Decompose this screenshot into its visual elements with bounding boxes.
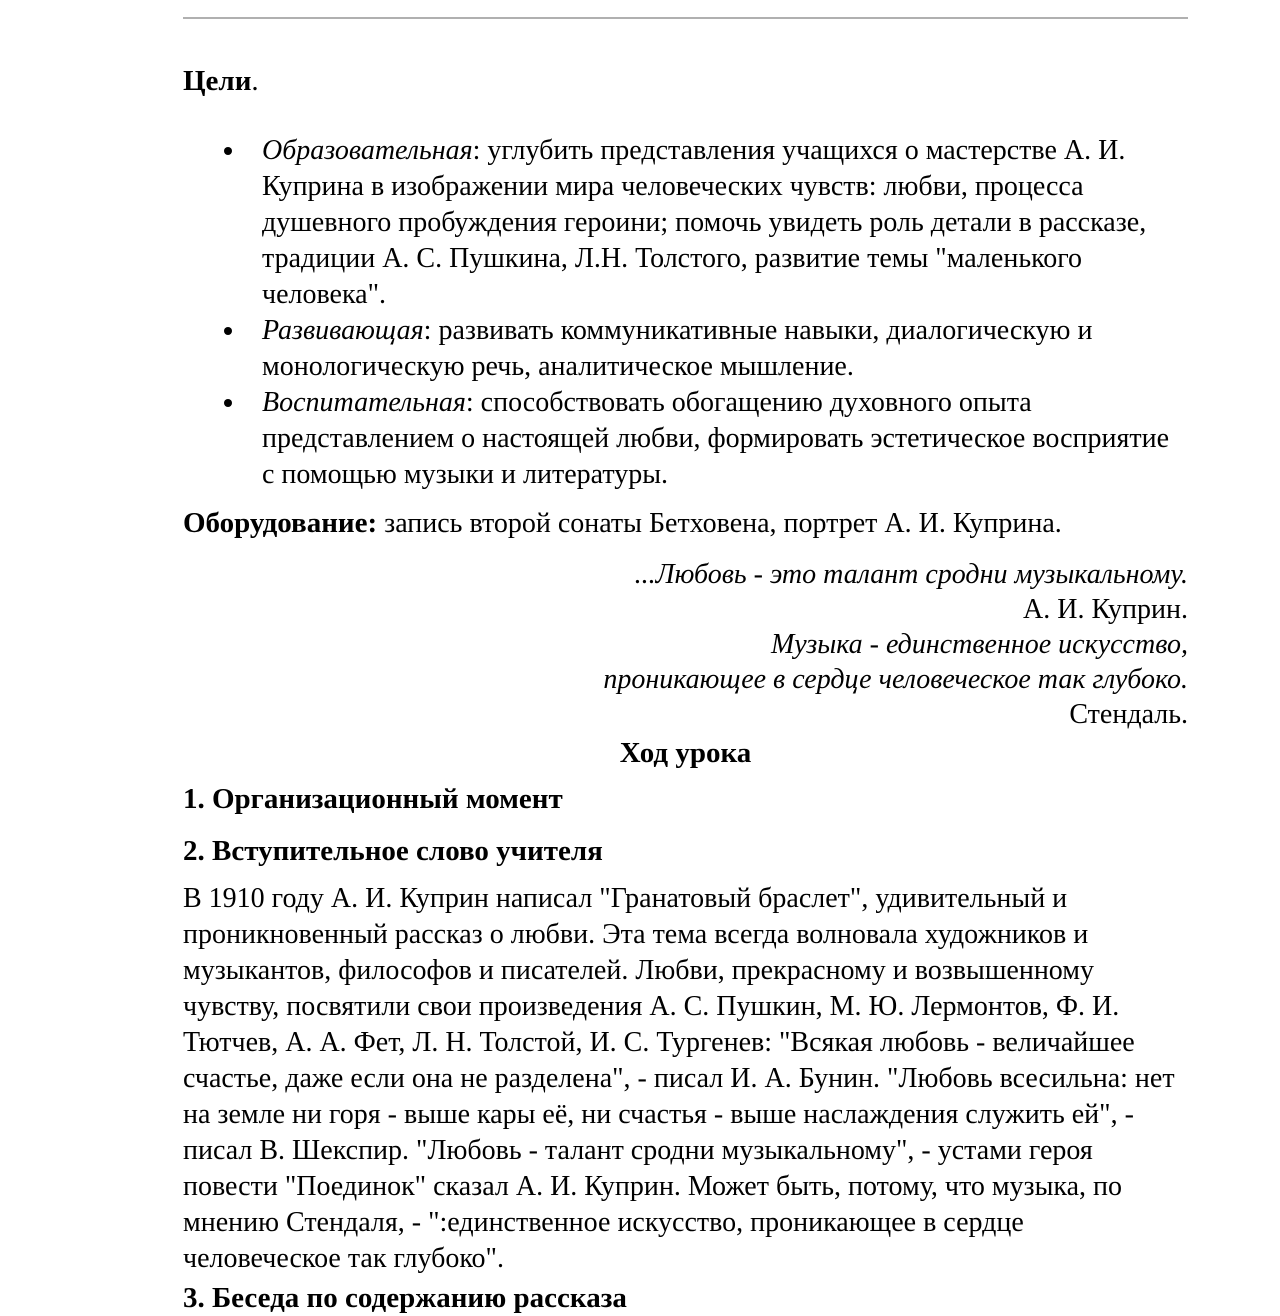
epigraph-attribution-stendhal: Стендаль. bbox=[1069, 699, 1188, 730]
epigraph-line: проникающее в сердце человеческое так глубоко. bbox=[603, 664, 1188, 695]
intro-paragraph: В 1910 году А. И. Куприн написал "Гранатовый браслет", удивительный и проникновенный рассказ о любви. Эта тема всегда волновала художников и музыкантов, философов и писателей. Любви, прекрасному и возвышенному чувству, посвятили свои произведения А. С. Пушкин, М. Ю. Лермонтов, Ф. И. Тютчев, А. А. Фет, Л. Н. Толстой, И. С. Тургенев: "Всякая любовь - величайшее счастье, даже если она не разделена", - писал И. А. Бунин. "Любовь всесильна: нет на земле ни горя - выше кары её, ни счастья - выше наслаждения служить ей", - писал В. Шекспир. "Любовь - талант сродни музыкальному", - устами героя повести "Поединок" сказал А. И. Куприн. Может быть, потому, что музыка, по мнению Стендаля, - ":единственное искусство, проникающее в сердце человеческое так глубоко". bbox=[183, 883, 1175, 1274]
goal-label: Образовательная bbox=[262, 135, 473, 166]
bullet-icon bbox=[224, 399, 232, 407]
goal-label: Воспитательная bbox=[262, 387, 466, 418]
epigraph-block bbox=[183, 557, 1188, 732]
section-2-heading: 2. Вступительное слово учителя bbox=[183, 835, 603, 867]
goals-list bbox=[183, 133, 1188, 493]
section-1-heading: 1. Организационный момент bbox=[183, 783, 563, 815]
goal-text: : способствовать обогащению духовного опыта представлением о настоящей любви, формировать эстетическое восприятие с помощью музыки и литературы. bbox=[262, 387, 1170, 490]
epigraph-attribution-kuprin: А. И. Куприн. bbox=[1023, 594, 1188, 625]
bullet-icon bbox=[224, 327, 232, 335]
equipment-line bbox=[183, 505, 1188, 542]
goal-label: Развивающая bbox=[262, 315, 424, 346]
equipment-text: запись второй сонаты Бетховена, портрет А. И. Куприна. bbox=[377, 508, 1062, 539]
equipment-label: Оборудование: bbox=[183, 507, 378, 539]
section-3-heading-clipped: 3. Беседа по содержанию рассказа bbox=[183, 1282, 627, 1314]
goals-heading bbox=[183, 63, 1188, 99]
epigraph-line: ...Любовь - это талант сродни музыкальному. bbox=[634, 559, 1188, 590]
top-divider bbox=[183, 17, 1188, 19]
goal-text: : развивать коммуникативные навыки, диалогическую и монологическую речь, аналитическое мышление. bbox=[262, 315, 1093, 382]
goal-item-educational bbox=[183, 133, 1188, 313]
epigraph-line: Музыка - единственное искусство, bbox=[770, 629, 1188, 660]
goal-item-upbringing bbox=[183, 385, 1188, 493]
document-page bbox=[0, 17, 1280, 1314]
goals-heading-text: Цели bbox=[183, 65, 252, 97]
lesson-course-heading: Ход урока bbox=[619, 737, 752, 769]
bullet-icon bbox=[224, 147, 232, 155]
goals-heading-period: . bbox=[251, 65, 259, 97]
goal-text: : углубить представления учащихся о мастерстве А. И. Куприна в изображении мира человеческих чувств: любви, процесса душевного пробуждения героини; помочь увидеть роль детали в рассказе, традиции А. С. Пушкина, Л.Н. Толстого, развитие темы "маленького человека". bbox=[262, 135, 1147, 310]
goal-item-developing bbox=[183, 313, 1188, 385]
